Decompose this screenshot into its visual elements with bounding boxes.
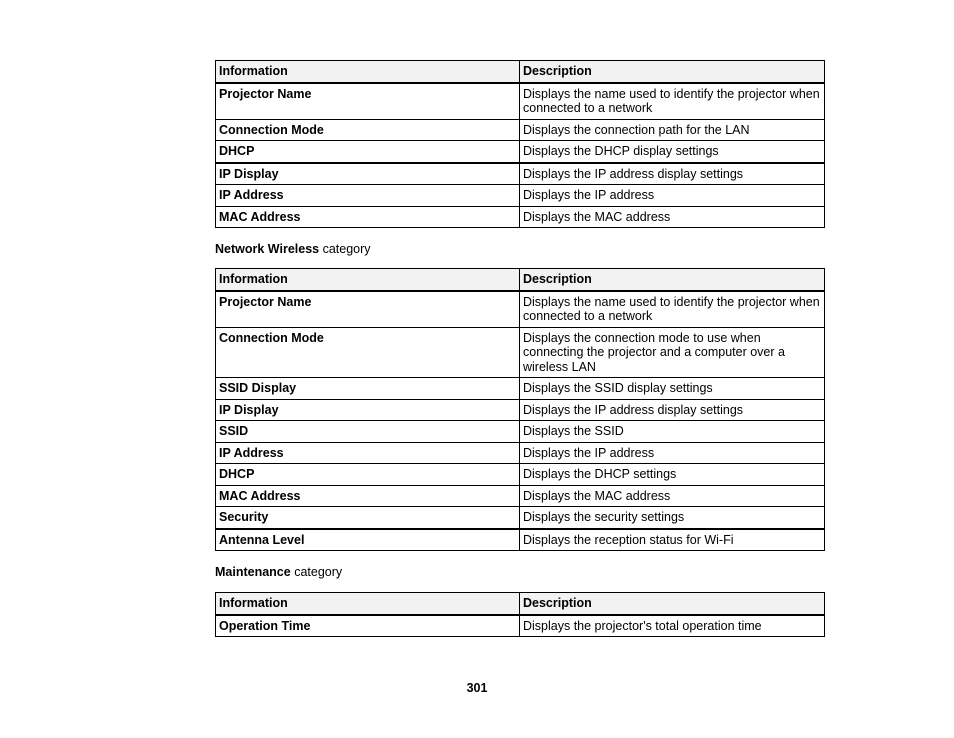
- description-cell: Displays the MAC address: [520, 485, 825, 507]
- info-cell: IP Display: [216, 399, 520, 421]
- description-cell: Displays the IP address: [520, 185, 825, 207]
- info-cell: Connection Mode: [216, 119, 520, 141]
- table-row: [216, 399, 825, 421]
- table-row: [216, 464, 825, 486]
- table-row: [216, 119, 825, 141]
- caption-bold: Network Wireless: [215, 242, 320, 256]
- description-cell: Displays the projector's total operation time: [520, 615, 825, 637]
- network-wireless-caption: [215, 242, 371, 257]
- description-cell: Displays the DHCP display settings: [520, 141, 825, 163]
- info-cell: Connection Mode: [216, 327, 520, 378]
- info-cell: IP Address: [216, 442, 520, 464]
- info-cell: SSID: [216, 421, 520, 443]
- info-cell: IP Display: [216, 163, 520, 185]
- info-cell: Security: [216, 507, 520, 529]
- table-row: [216, 378, 825, 400]
- table-header-row: [216, 61, 825, 83]
- description-cell: Displays the reception status for Wi-Fi: [520, 529, 825, 551]
- description-cell: Displays the connection path for the LAN: [520, 119, 825, 141]
- header-description: Description: [520, 593, 825, 615]
- table-row: [216, 83, 825, 120]
- info-cell: Projector Name: [216, 83, 520, 120]
- table-row: [216, 421, 825, 443]
- table-row: [216, 327, 825, 378]
- table-row: [216, 141, 825, 163]
- table-row: [216, 529, 825, 551]
- description-cell: Displays the IP address: [520, 442, 825, 464]
- info-cell: Antenna Level: [216, 529, 520, 551]
- header-description: Description: [520, 61, 825, 83]
- description-cell: Displays the IP address display settings: [520, 399, 825, 421]
- maintenance-caption: [215, 565, 342, 580]
- info-cell: SSID Display: [216, 378, 520, 400]
- description-cell: Displays the MAC address: [520, 206, 825, 228]
- header-information: Information: [216, 593, 520, 615]
- info-cell: MAC Address: [216, 206, 520, 228]
- description-cell: Displays the SSID: [520, 421, 825, 443]
- info-cell: MAC Address: [216, 485, 520, 507]
- description-cell: Displays the connection mode to use when connecting the projector and a computer over a wireless LAN: [520, 327, 825, 378]
- description-cell: Displays the security settings: [520, 507, 825, 529]
- caption-rest: category: [290, 565, 343, 579]
- caption-bold: Maintenance: [215, 565, 291, 579]
- maintenance-table: [215, 592, 825, 637]
- table-row: [216, 442, 825, 464]
- table-row: [216, 206, 825, 228]
- caption-rest: category: [319, 242, 371, 256]
- header-information: Information: [216, 61, 520, 83]
- description-cell: Displays the name used to identify the projector when connected to a network: [520, 83, 825, 120]
- description-cell: Displays the name used to identify the projector when connected to a network: [520, 291, 825, 328]
- table-header-row: [216, 269, 825, 291]
- description-cell: Displays the IP address display settings: [520, 163, 825, 185]
- header-information: Information: [216, 269, 520, 291]
- info-cell: DHCP: [216, 141, 520, 163]
- info-cell: DHCP: [216, 464, 520, 486]
- table-header-row: [216, 593, 825, 615]
- info-cell: Operation Time: [216, 615, 520, 637]
- description-cell: Displays the DHCP settings: [520, 464, 825, 486]
- info-cell: Projector Name: [216, 291, 520, 328]
- network-wireless-table: [215, 268, 825, 551]
- info-cell: IP Address: [216, 185, 520, 207]
- table-row: [216, 185, 825, 207]
- page-number: 301: [466, 681, 488, 695]
- table-row: [216, 291, 825, 328]
- table-row: [216, 163, 825, 185]
- table-row: [216, 507, 825, 529]
- table-row: [216, 615, 825, 637]
- network-wired-table: [215, 60, 825, 228]
- description-cell: Displays the SSID display settings: [520, 378, 825, 400]
- table-row: [216, 485, 825, 507]
- header-description: Description: [520, 269, 825, 291]
